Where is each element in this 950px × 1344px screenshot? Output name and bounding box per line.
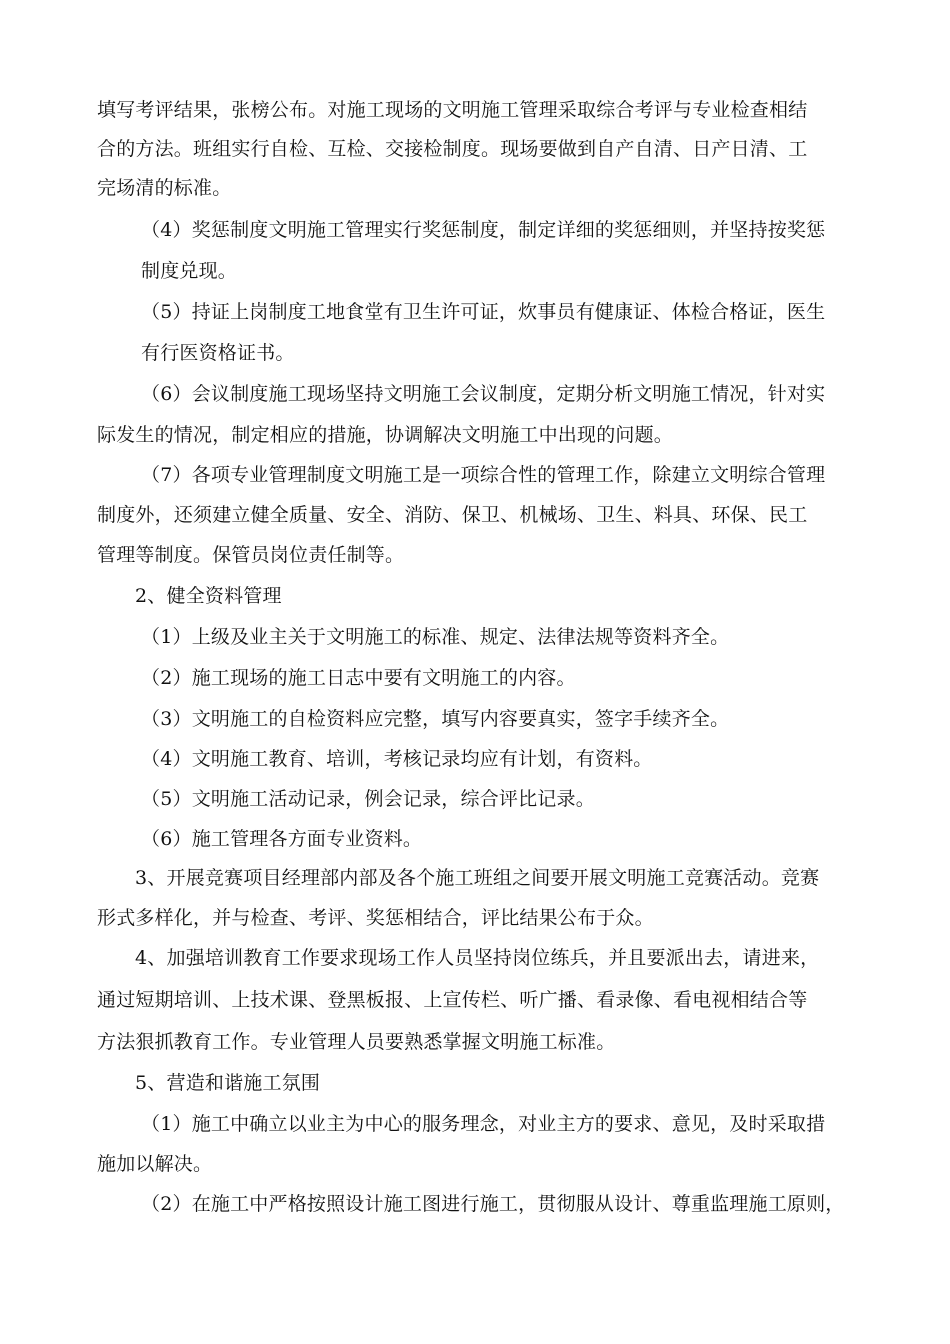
text-line: 填写考评结果，张榜公布。对施工现场的文明施工管理采取综合考评与专业检查相结 — [97, 99, 808, 121]
text-line: 管理等制度。保管员岗位责任制等。 — [97, 544, 405, 566]
text-line: 有行医资格证书。 — [141, 342, 295, 364]
section-heading: 2、健全资料管理 — [135, 585, 282, 607]
text-line: 际发生的情况，制定相应的措施，协调解决文明施工中出现的问题。 — [97, 424, 674, 446]
text-line: 3、开展竞赛项目经理部内部及各个施工班组之间要开展文明施工竞赛活动。竞赛 — [135, 867, 820, 889]
text-line: （2）在施工中严格按照设计施工图进行施工，贯彻服从设计、尊重监理施工原则， — [141, 1193, 845, 1215]
text-line: 完场清的标准。 — [97, 177, 232, 199]
text-line: 合的方法。班组实行自检、互检、交接检制度。现场要做到自产自清、日产日清、工 — [97, 138, 808, 160]
text-line: （7）各项专业管理制度文明施工是一项综合性的管理工作，除建立文明综合管理 — [141, 464, 826, 486]
section-heading: 5、营造和谐施工氛围 — [135, 1072, 321, 1094]
text-line: （4）文明施工教育、培训，考核记录均应有计划，有资料。 — [141, 748, 653, 770]
text-line: 制度外，还须建立健全质量、安全、消防、保卫、机械场、卫生、料具、环保、民工 — [97, 504, 808, 526]
text-line: 形式多样化，并与检查、考评、奖惩相结合，评比结果公布于众。 — [97, 907, 654, 929]
text-line: （1）施工中确立以业主为中心的服务理念，对业主方的要求、意见，及时采取措 — [141, 1113, 826, 1135]
text-line: （5）持证上岗制度工地食堂有卫生许可证，炊事员有健康证、体检合格证，医生 — [141, 301, 826, 323]
text-line: （6）施工管理各方面专业资料。 — [141, 828, 423, 850]
text-line: （5）文明施工活动记录，例会记录，综合评比记录。 — [141, 788, 595, 810]
text-line: 通过短期培训、上技术课、登黑板报、上宣传栏、听广播、看录像、看电视相结合等 — [97, 989, 808, 1011]
text-line: 方法狠抓教育工作。专业管理人员要熟悉掌握文明施工标准。 — [97, 1031, 616, 1053]
text-line: 4、加强培训教育工作要求现场工作人员坚持岗位练兵，并且要派出去，请进来， — [135, 947, 820, 969]
text-line: （6）会议制度施工现场坚持文明施工会议制度，定期分析文明施工情况，针对实 — [141, 383, 826, 405]
text-line: 施加以解决。 — [97, 1153, 213, 1175]
text-line: （2）施工现场的施工日志中要有文明施工的内容。 — [141, 667, 576, 689]
text-line: （1）上级及业主关于文明施工的标准、规定、法律法规等资料齐全。 — [141, 626, 730, 648]
text-line: （3）文明施工的自检资料应完整，填写内容要真实，签字手续齐全。 — [141, 708, 730, 730]
text-line: 制度兑现。 — [141, 260, 238, 282]
text-line: （4）奖惩制度文明施工管理实行奖惩制度，制定详细的奖惩细则，并坚持按奖惩 — [141, 219, 826, 241]
